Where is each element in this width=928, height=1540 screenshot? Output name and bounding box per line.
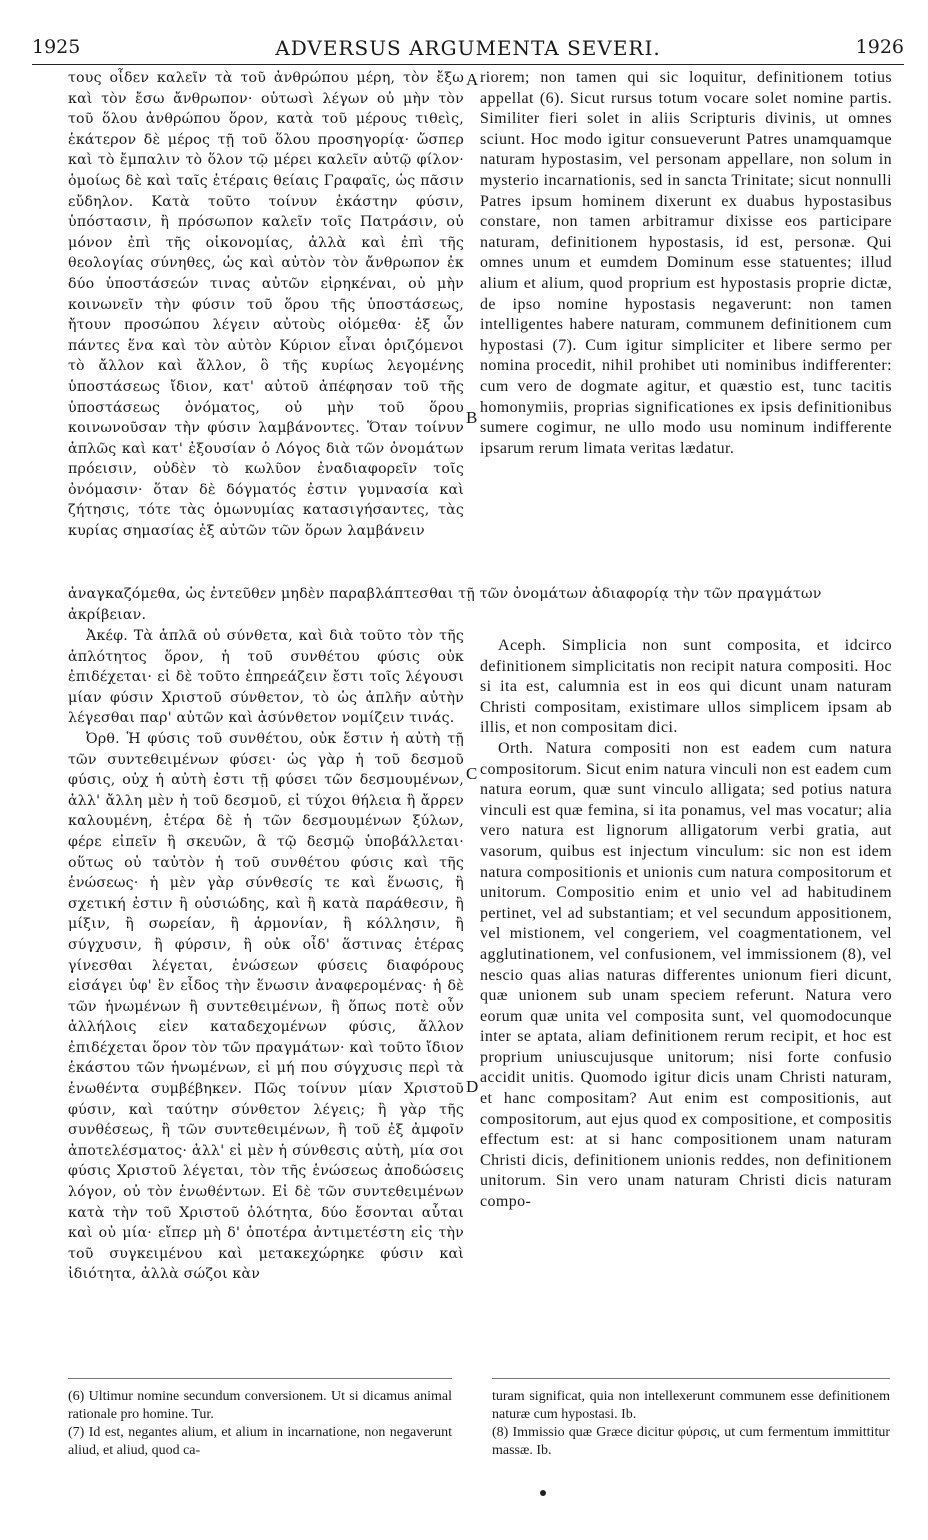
footnotes-left [68,1388,452,1460]
footnote-7: (7) Id est, negantes alium, et alium in incarnatione, non negaverunt aliud, et aliud, quod ca- [68,1425,452,1458]
right-page-number: 1926 [855,36,904,58]
margin-letter-b: B [466,408,478,427]
footnote-8: (8) Immissio quæ Græce dicitur φύρσις, ut cum fermentum immittitur massæ. Ib. [492,1425,890,1458]
greek-column-top [68,68,464,542]
greek-paragraph: τους οἶδεν καλεῖν τὰ τοῦ ἀνθρώπου μέρη, τὸν ἔξω καὶ τὸν ἔσω ἄνθρωπον· οὑτωσὶ λέγων οὐ μὴν τὸν τοῦ ὅλου ἀνθρώπου ὅρον, κατὰ τοῦ μέρους τιθεὶς, ἑκάτερον δὲ μέρος τῇ τοῦ ὅλου προσηγορίᾳ· ὥσπερ καὶ τὸ ἔμπαλιν τὸ ὅλον τῷ μέρει καλεῖν αὐτῷ φίλον· ὁμοίως δὲ καὶ ταῖς ἑτέραις θείαις Γραφαῖς, ὡς πᾶσιν εὔδηλον. Κατὰ τοῦτο τοίνυν ἑκάστην φύσιν, ὑπόστασιν, ἢ πρόσωπον καλεῖν τοῖς Πατράσιν, οὐ μόνον ἐπὶ τῆς οἰκονομίας, ἀλλὰ καὶ ἐπὶ τῆς θεολογίας σύνηθες, ὡς καὶ αὐτὸν τὸν ἄνθρωπον ἐκ δύο ὑποστάσεών τινας αὐτῶν εἰρηκέναι, οὐ μὴν κοινωνεῖν τὴν φύσιν τοῦ ὅρου τῆς ὑποστάσεως, ἤτουν προσώπου λέγειν αὐτοὺς οἰόμεθα· ἐξ ὧν πάντες ἕνα καὶ τὸν αὐτὸν Κύριον εἶναι ὁριζόμενοι τὸ ἄλλον καὶ ἄλλον, ὃ τῆς κυρίως λεγομένης ὑποστάσεως ἴδιον, κατ' αὐτοῦ ἀπέφησαν τοῦ τῆς ὑποστάσεως ὀνόματος, οὐ μὴν τοῦ ὅρου κοινωνοῦσαν τὴν φύσιν λαμβάνοντες. Ὅταν τοίνυν ἁπλῶς καὶ κατ' ἐξουσίαν ὁ Λόγος διὰ τῶν ὀνομάτων πρόεισιν, οὐδὲν τὸ κωλῦον ἐναδιαφορεῖν τοῖς ὀνόμασιν· ὅταν δὲ δόγματός ἐστιν γυμνασία καὶ ζήτησις, τότε τὰς ὁμωνυμίας κατασιγήσαντες, τὰς κυρίας σημασίας ἐξ αὐτῶν τῶν ὅρων λαμβάνειν [68,70,464,540]
margin-letter-a: A [466,70,479,89]
margin-letter-d: D [466,1077,479,1096]
footnote-7-continued: turam significat, quia non intellexerunt communem esse definitionem naturæ cum hypostasi. Ib. [492,1389,890,1422]
left-page-number: 1925 [32,36,81,58]
latin-paragraph-orth: Orth. Natura compositi non est eadem cum natura compositorum. Sicut enim natura vinculi non est eadem cum natura eorum, quæ sunt vinculo alligata; sed potius natura vinculi est quæ femina, si ita ponamus, vel mas vocatur; alia vero natura est lignorum alligatorum verbi gratia, aut vasorum, quibus est injectum vinculum: sic non est idem natura compositionis et unionis cum natura compositorum et unitorum. Compositio enim et unio vel ad habitudinem pertinet, vel ad substantiam; et vel secundum appositionem, vel mistionem, vel congeriem, vel coagmentationem, vel agglutinationem, vel confusionem, vel immissionem (8), vel nescio quas alias naturas differentes unionum fieri dicunt, quæ unionem sub unam speciem referunt. Natura vero eorum quæ unita vel composita sunt, vel quomodocunque inter se aptata, aliam definitionem rerum recipit, et hoc est proprium uniuscujusque unitorum; nisi forte confusio accidit unitis. Quomodo igitur dicis unam Christi naturam, et hanc compositam? Aut enim est compositionis, aut compositorum, aut ejus quod ex compositione, et compositis effectum est: at si hanc compositionem unam naturam Christi dicis, definitionem unionis reddes, non definitionem unitorum. Sin vero unam naturam Christi dicis naturam compo- [480,739,892,1211]
footnote-divider-right [492,1378,890,1379]
page-header [32,36,904,65]
greek-paragraph-orth: Ὀρθ. Ἡ φύσις τοῦ συνθέτου, οὐκ ἔστιν ἡ αὐτὴ τῇ τῶν συντεθειμένων φύσει· ὡς γὰρ ἡ τοῦ δεσμοῦ φύσις, οὐχ ἡ αὐτὴ ἐστι τῇ φύσει τῶν δεσμουμένων, ἀλλ' ἄλλη μὲν ἡ τοῦ δεσμοῦ, εἰ τύχοι θήλεια ἢ ἄρρεν καλουμένη, ἑτέρα δὲ ἡ τῶν δεσμουμένων ξύλων, φέρε εἰπεῖν ἢ σκευῶν, ἃ τῷ δεσμῷ ὑποβάλλεται· οὕτως οὐ ταὐτὸν ἡ τοῦ συνθέτου φύσις καὶ τῆς ἑνώσεως· ἡ μὲν γὰρ σύνθεσίς τε καὶ ἕνωσις, ἢ σχετική ἐστιν ἢ οὐσιώδης, καὶ ἢ κατὰ παράθεσιν, ἢ μίξιν, ἢ σωρείαν, ἢ ἁρμονίαν, ἢ κόλλησιν, ἢ σύγχυσιν, ἢ φύρσιν, ἢ οὐκ οἶδ' ἅστινας ἑτέρας γίνεσθαι λέγεται, ἑνώσεων φύσεις διαφόρους εἰσάγει ὑφ' ἓν εἶδος τὴν ἕνωσιν ἀναφερομένας· ἡ δὲ τῶν ἡνωμένων ἢ συντεθειμένων, ἢ ὅπως ποτὲ οὖν ἀλλήλοις εἰεν καταδεχομένων φύσις, ἄλλον ἐπιδέχεται ὅρον τὸν τῶν πραγμάτων· καὶ τοῦτο ἴδιον ἑκάστου τῶν ἡνωμένων, εἰ μή που σύγχυσις περὶ τὰ ἑνωθέντα συμβέβηκεν. Πῶς τοίνυν μίαν Χριστοῦ φύσιν, καὶ ταύτην σύνθετον λέγεις; ἢ γὰρ τῆς συνθέσεως, ἢ τῶν συντεθειμένων, ἢ τοῦ ἐξ ἀμφοῖν ἀποτελέσματος· ἀλλ' εἰ μὲν ἡ σύνθεσις αὐτὴ, μία σοι φύσις Χριστοῦ λέγεται, τὸν τῆς ἑνώσεως ἀποδώσεις λόγον, οὐ τὸν ἑνωθέντων. Εἰ δὲ τῶν συντεθειμένων κατὰ τὴν τοῦ Χριστοῦ ὁλότητα, δύο ἔσονται αὗται καὶ οὐ μία· εἴπερ μὴ δ' ὁποτέρα ἀντιμετέστη εἰς τὴν τοῦ συγκειμένου καὶ μετακεχώρηκε φύσιν καὶ ἰδιότητα, ἀλλὰ σώζοι κὰν [68,730,464,1283]
latin-column-top [480,68,892,459]
footnotes-right [492,1388,890,1460]
running-title: ADVERSUS ARGUMENTA SEVERI. [275,36,661,60]
latin-paragraph: riorem; non tamen qui sic loquitur, definitionem totius appellat (6). Sicut rursus totum vocare solet nomine partis. Similiter fieri solet in aliis Scripturis divinis, ut omnes sciunt. Hoc modo igitur consueverunt Patres unamquamque naturam hypostasim, vel personam appellare, non solum in mysterio incarnationis, sed in sancta Trinitate; sicut nonnulli Patres ipsum hominem dixerunt ex duabus hypostasibus constare, non tamen arbitramur dixisse eos participare naturam, definitionem hypostasis, id est, personæ. Qui omnes unum et eumdem Dominum esse statuentes; illud alium et alium, quod proprium est hypostasis proprie dictæ, de ipso nomine hypostasis negaverunt: non tamen intelligentes habere naturam, communem definitionem cum hypostasi (7). Cum igitur simpliciter et libere sermo per nomina procedit, nihil prohibet uti nominibus indifferenter: cum vero de dogmate agitur, et quæstio est, tunc tacitis homonymiis, proprias significationes ex ipsis definitionibus sumere cogimur, ne ullo modo usu nominum indifferente ipsarum rerum limata veritas lædatur. [480,69,892,457]
greek-column-bottom [68,626,464,1285]
spanning-greek-line: ἀναγκαζόμεθα, ὡς ἐντεῦθεν μηδὲν παραβλάπτεσθαι τῇ τῶν ὀνομάτων ἀδιαφορίᾳ τὴν τῶν πραγμάτων ἀκρίβειαν. [68,586,822,623]
margin-letter-c: C [466,764,478,783]
latin-paragraph-aceph: Aceph. Simplicia non sunt composita, et idcirco definitionem simplicitatis non recipit natura compositi. Hoc si ita est, calumnia est in eos qui dicunt unam naturam Christi compositam, existimare ullos simplicem ipsam ab illis, et non compositam dici. [480,637,892,737]
footnote-6: (6) Ultimur nomine secundum conversionem. Ut si dicamus animal rationale pro homine. Tur. [68,1389,452,1422]
latin-column-bottom [480,636,892,1213]
ink-dot [540,1490,546,1496]
footnote-divider-left [68,1378,452,1379]
greek-paragraph-aceph: Ἀκέφ. Τὰ ἁπλᾶ οὐ σύνθετα, καὶ διὰ τοῦτο τὸν τῆς ἁπλότητος ὅρον, ἡ τοῦ συνθέτου φύσις οὐκ ἐπιδέχεται· εἰ δὲ τοῦτο ἐπηρεάζειν ἔστι τοῖς λέγουσι μίαν φύσιν Χριστοῦ σύνθετον, τὸ ὡς ἁπλῆν αὐτὴν λέγεσθαι παρ' αὐτῶν καὶ ἀσύνθετον νομίζειν τινάς. [68,628,464,727]
